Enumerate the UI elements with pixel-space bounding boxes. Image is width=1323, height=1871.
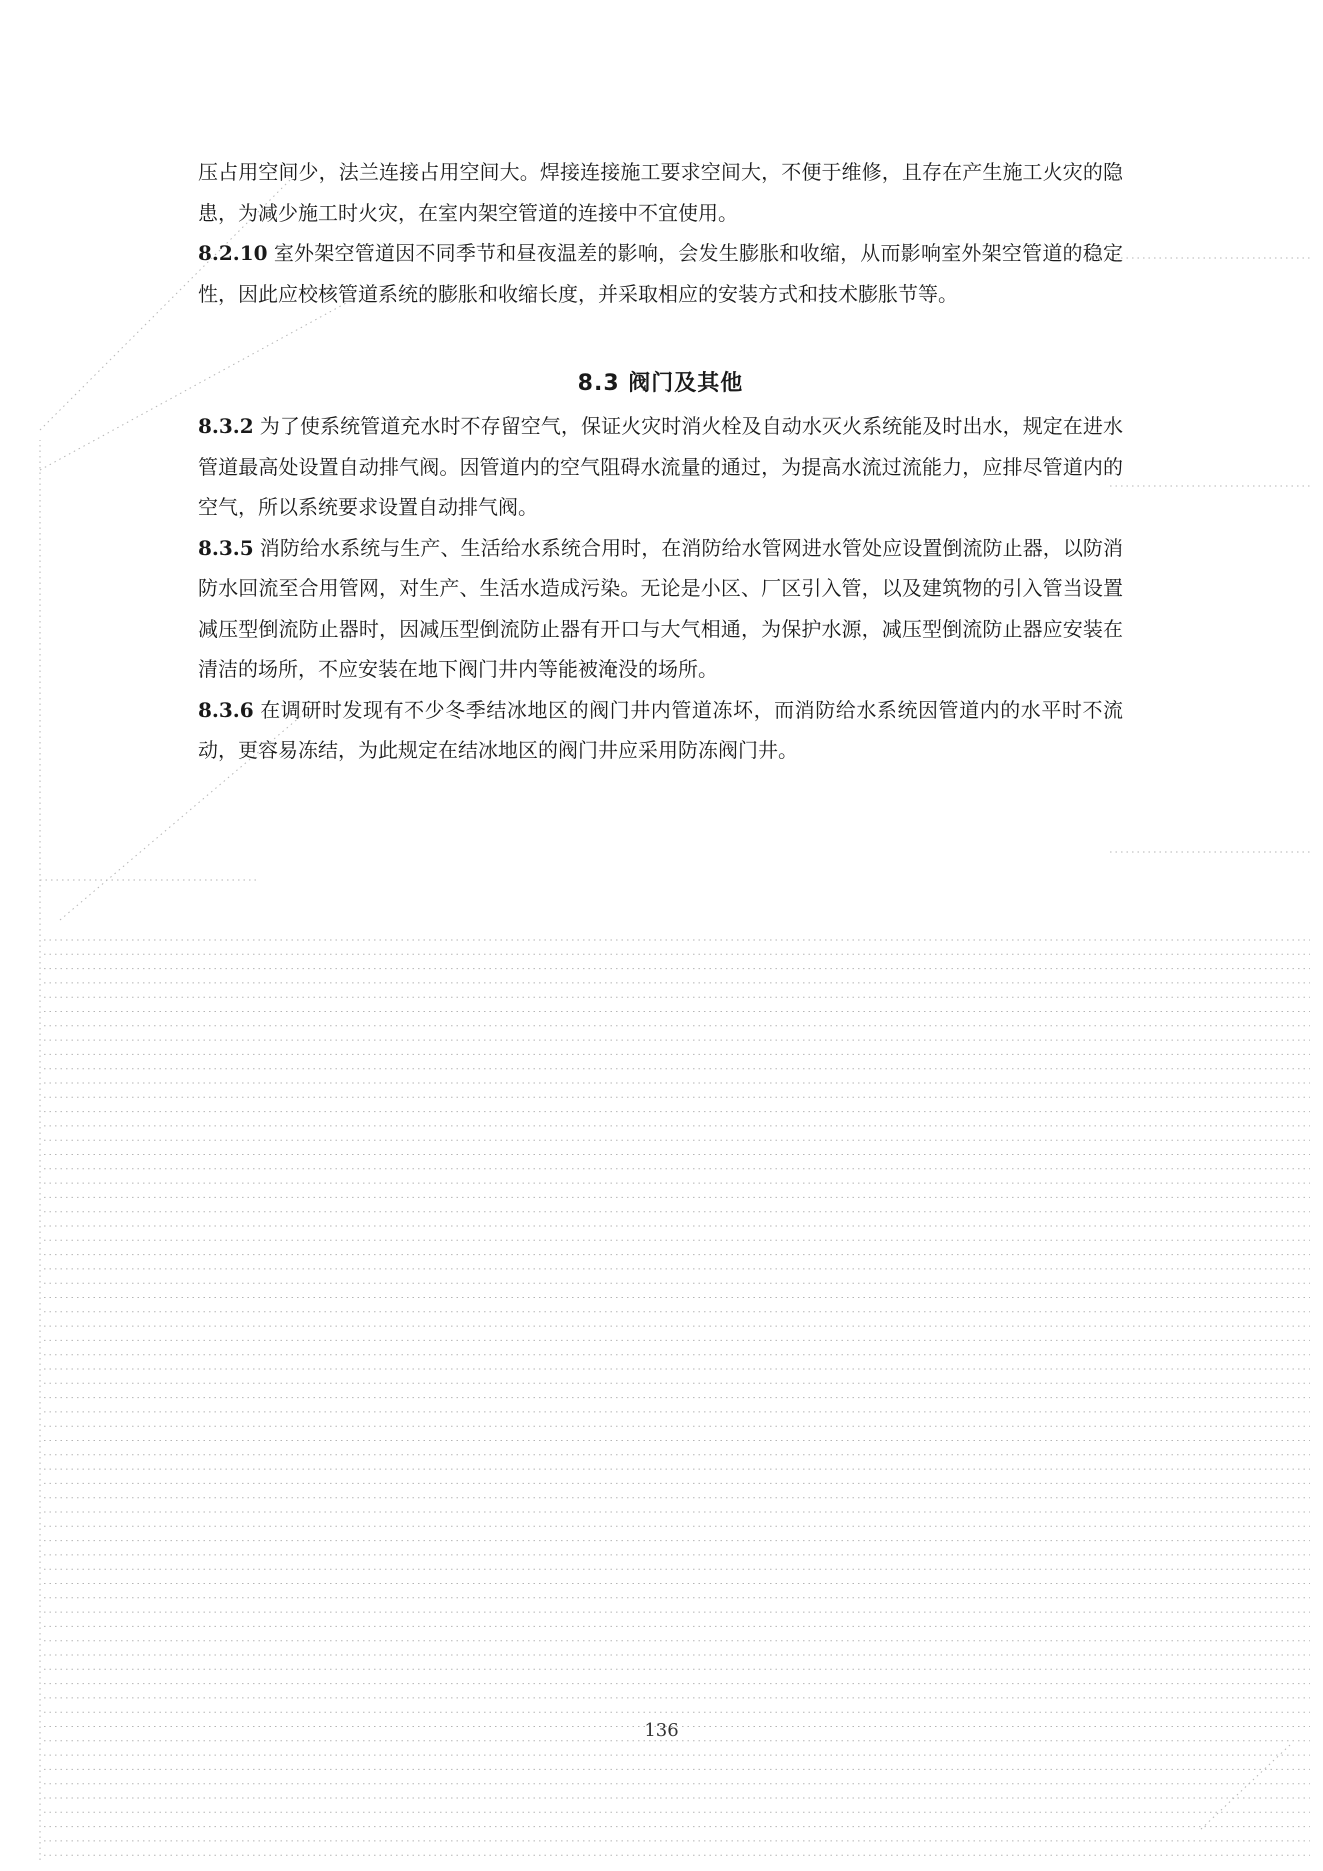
paragraph-text: 为了使系统管道充水时不存留空气，保证火灾时消火栓及自动水灭火系统能及时出水，规定在进水管道最高处设置自动排气阀。因管道内的空气阻碍水流量的通过，为提高水流过流能力，应排尽管道内的空气，所以系统要求设置自动排气阀。 bbox=[198, 414, 1123, 519]
clause-number: 8.3.2 bbox=[198, 414, 254, 438]
section-heading: 8.3 阀门及其他 bbox=[577, 371, 744, 396]
paragraph-text: 消防给水系统与生产、生活给水系统合用时，在消防给水管网进水管处应设置倒流防止器，以防消防水回流至合用管网，对生产、生活水造成污染。无论是小区、厂区引入管，以及建筑物的引入管当设置减压型倒流防止器时，因减压型倒流防止器有开口与大气相通，为保护水源，减压型倒流防止器应安装在清洁的场所，不应安装在地下阀门井内等能被淹没的场所。 bbox=[198, 535, 1123, 681]
clause-number: 8.3.5 bbox=[198, 535, 254, 560]
paragraph-text: 在调研时发现有不少冬季结冰地区的阀门井内管道冻坏，而消防给水系统因管道内的水平时不流动，更容易冻结，为此规定在结冰地区的阀门井应采用防冻阀门井。 bbox=[198, 697, 1123, 762]
paragraph-8-3-2 bbox=[198, 406, 1123, 528]
document-body bbox=[198, 152, 1123, 771]
paragraph-text: 压占用空间少，法兰连接占用空间大。焊接连接施工要求空间大，不便于维修，且存在产生施工火灾的隐患，为减少施工时火灾，在室内架空管道的连接中不宜使用。 bbox=[198, 160, 1123, 225]
paragraph-8-3-6 bbox=[198, 690, 1123, 771]
clause-number: 8.3.6 bbox=[198, 697, 254, 722]
clause-number: 8.2.10 bbox=[198, 241, 268, 265]
paragraph-8-3-5 bbox=[198, 528, 1123, 690]
paragraph-8-2-10 bbox=[198, 233, 1123, 314]
paragraph-continuation bbox=[198, 152, 1123, 233]
paragraph-text: 室外架空管道因不同季节和昼夜温差的影响，会发生膨胀和收缩，从而影响室外架空管道的稳定性，因此应校核管道系统的膨胀和收缩长度，并采取相应的安装方式和技术膨胀节等。 bbox=[198, 241, 1123, 306]
page-number: 136 bbox=[644, 1720, 679, 1741]
